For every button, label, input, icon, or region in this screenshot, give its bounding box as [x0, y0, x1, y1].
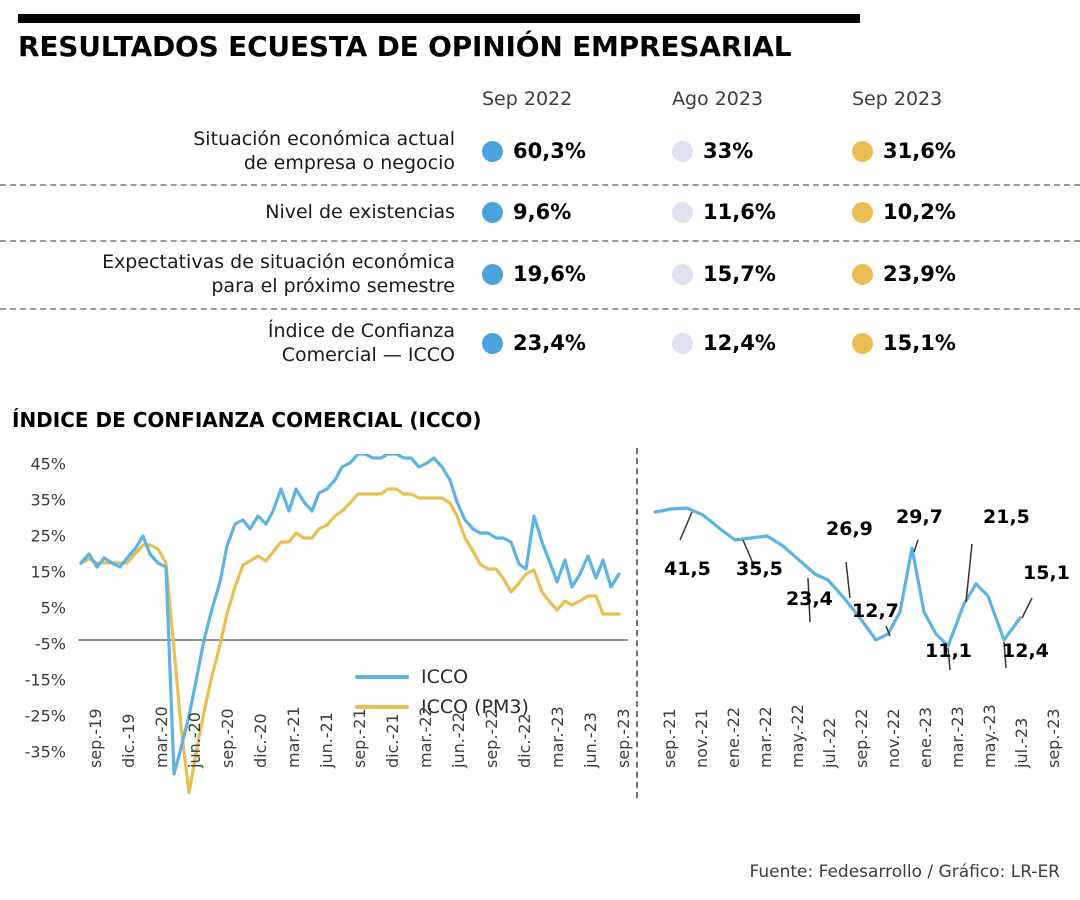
cell-value: 31,6% [883, 139, 956, 163]
summary-table [0, 88, 1080, 378]
cell-ago-2023 [672, 262, 776, 286]
cell-sep-2022 [482, 262, 586, 286]
chart-legend [355, 662, 529, 722]
bullet-dot-icon [852, 141, 873, 162]
cell-value: 12,4% [703, 331, 776, 355]
y-axis-tick: -25% [24, 706, 66, 726]
x-axis-tick: sep.-22 [852, 708, 871, 768]
cell-value: 23,4% [513, 331, 586, 355]
header-rule [18, 14, 860, 23]
y-axis-tick: 35% [30, 490, 66, 510]
x-axis-tick: sep.-21 [350, 708, 369, 768]
legend-item-icco [355, 662, 529, 692]
x-axis-tick: ene.-23 [916, 706, 935, 768]
cell-value: 60,3% [513, 139, 586, 163]
cell-sep-2023 [852, 139, 956, 163]
annotation-41-5: 41,5 [664, 558, 711, 580]
cell-ago-2023 [672, 139, 753, 163]
row-label-line1: Expectativas de situación económica [102, 251, 455, 273]
x-axis-tick: jul.-22 [820, 717, 839, 768]
y-axis-tick: 15% [30, 562, 66, 582]
annotation-leader [680, 512, 692, 540]
x-axis-tick: sep.-20 [218, 708, 237, 768]
cell-sep-2023 [852, 200, 956, 224]
bullet-dot-icon [852, 202, 873, 223]
row-label-line2: de empresa o negocio [243, 152, 455, 174]
y-axis-tick: 25% [30, 526, 66, 546]
annotation-26-9: 26,9 [826, 518, 873, 540]
bullet-dot-icon [852, 333, 873, 354]
x-axis-tick: nov.-21 [692, 708, 711, 768]
x-axis-tick: sep.-23 [1044, 708, 1063, 768]
bullet-dot-icon [482, 333, 503, 354]
annotation-leader [846, 562, 850, 598]
x-axis-tick: dic.-19 [119, 713, 138, 768]
x-axis-tick: jun.-20 [185, 712, 204, 768]
annotation-12-4: 12,4 [1002, 640, 1049, 662]
x-axis-tick: may.-23 [980, 704, 999, 768]
cell-sep-2022 [482, 200, 571, 224]
row-label [35, 127, 455, 175]
cell-value: 9,6% [513, 200, 572, 224]
row-label [35, 200, 455, 224]
x-axis-tick: dic.-20 [251, 713, 270, 768]
panel-divider [636, 448, 638, 798]
annotation-leader [914, 540, 918, 552]
x-axis-tick: dic.-22 [515, 713, 534, 768]
legend-swatch-icon [355, 675, 409, 679]
x-axis-tick: may.-22 [788, 704, 807, 768]
table-row [0, 184, 1080, 240]
x-axis-tick: mar.-23 [548, 706, 567, 768]
page-title: RESULTADOS ECUESTA DE OPINIÓN EMPRESARIAL [18, 30, 792, 63]
column-header-sep-2022: Sep 2022 [482, 88, 573, 110]
chart-area [0, 440, 1080, 860]
bullet-dot-icon [482, 202, 503, 223]
bullet-dot-icon [672, 141, 693, 162]
y-axis-tick: -35% [24, 742, 66, 762]
cell-value: 23,9% [883, 262, 956, 286]
x-axis-tick: mar.-22 [416, 706, 435, 768]
cell-value: 15,1% [883, 331, 956, 355]
cell-value: 10,2% [883, 200, 956, 224]
x-axis-tick: nov.-22 [884, 708, 903, 768]
table-header-row [0, 88, 1080, 118]
cell-value: 11,6% [703, 200, 776, 224]
row-label-line1: Situación económica actual [193, 128, 455, 150]
bullet-dot-icon [672, 333, 693, 354]
bullet-dot-icon [482, 141, 503, 162]
annotation-11-1: 11,1 [925, 640, 972, 662]
cell-sep-2023 [852, 331, 956, 355]
x-axis-tick: mar.-23 [948, 706, 967, 768]
legend-label: ICCO (PM3) [421, 696, 529, 718]
cell-value: 19,6% [513, 262, 586, 286]
row-label-line2: para el próximo semestre [211, 275, 455, 297]
y-axis-tick: 45% [30, 454, 66, 474]
x-axis-tick: jul.-23 [1012, 717, 1031, 768]
x-axis-tick: sep.-21 [660, 708, 679, 768]
row-label [35, 319, 455, 367]
bullet-dot-icon [672, 264, 693, 285]
annotation-15-1: 15,1 [1023, 562, 1070, 584]
cell-value: 33% [703, 139, 754, 163]
row-label-line1: Índice de Confianza [267, 320, 455, 342]
y-axis-tick: -15% [24, 670, 66, 690]
column-header-sep-2023: Sep 2023 [852, 88, 943, 110]
row-label-line2: Comercial — ICCO [281, 344, 455, 366]
annotation-leader [1022, 598, 1032, 618]
table-row [0, 118, 1080, 184]
x-axis-tick: sep.-23 [614, 708, 633, 768]
x-axis-tick: jun.-22 [449, 712, 468, 768]
y-axis-tick: -5% [34, 634, 66, 654]
chart-title: ÍNDICE DE CONFIANZA COMERCIAL (ICCO) [12, 408, 482, 432]
legend-label: ICCO [421, 666, 469, 688]
annotation-21-5: 21,5 [983, 506, 1030, 528]
x-axis-tick: dic.-21 [383, 713, 402, 768]
x-axis-tick: mar.-20 [152, 706, 171, 768]
x-axis-tick: jun.-21 [317, 712, 336, 768]
annotation-23-4: 23,4 [786, 588, 833, 610]
annotation-35-5: 35,5 [736, 558, 783, 580]
row-label [35, 250, 455, 298]
cell-ago-2023 [672, 331, 776, 355]
annotation-29-7: 29,7 [896, 506, 943, 528]
y-axis-tick: 5% [40, 598, 66, 618]
cell-sep-2022 [482, 331, 586, 355]
x-axis-tick: sep.-22 [482, 708, 501, 768]
row-label-line1: Nivel de existencias [265, 201, 455, 223]
legend-item-icco-pm3 [355, 692, 529, 722]
x-axis-tick: sep.-19 [86, 708, 105, 768]
bullet-dot-icon [852, 264, 873, 285]
cell-sep-2023 [852, 262, 956, 286]
x-axis-tick: mar.-21 [284, 706, 303, 768]
column-header-ago-2023: Ago 2023 [672, 88, 764, 110]
x-axis-tick: ene.-22 [724, 706, 743, 768]
annotation-12-7: 12,7 [852, 600, 899, 622]
bullet-dot-icon [672, 202, 693, 223]
x-axis-tick: jun.-23 [581, 712, 600, 768]
table-row [0, 240, 1080, 308]
cell-ago-2023 [672, 200, 776, 224]
source-note: Fuente: Fedesarrollo / Gráfico: LR-ER [749, 862, 1060, 882]
bullet-dot-icon [482, 264, 503, 285]
cell-value: 15,7% [703, 262, 776, 286]
x-axis-tick: mar.-22 [756, 706, 775, 768]
cell-sep-2022 [482, 139, 586, 163]
table-row [0, 308, 1080, 378]
